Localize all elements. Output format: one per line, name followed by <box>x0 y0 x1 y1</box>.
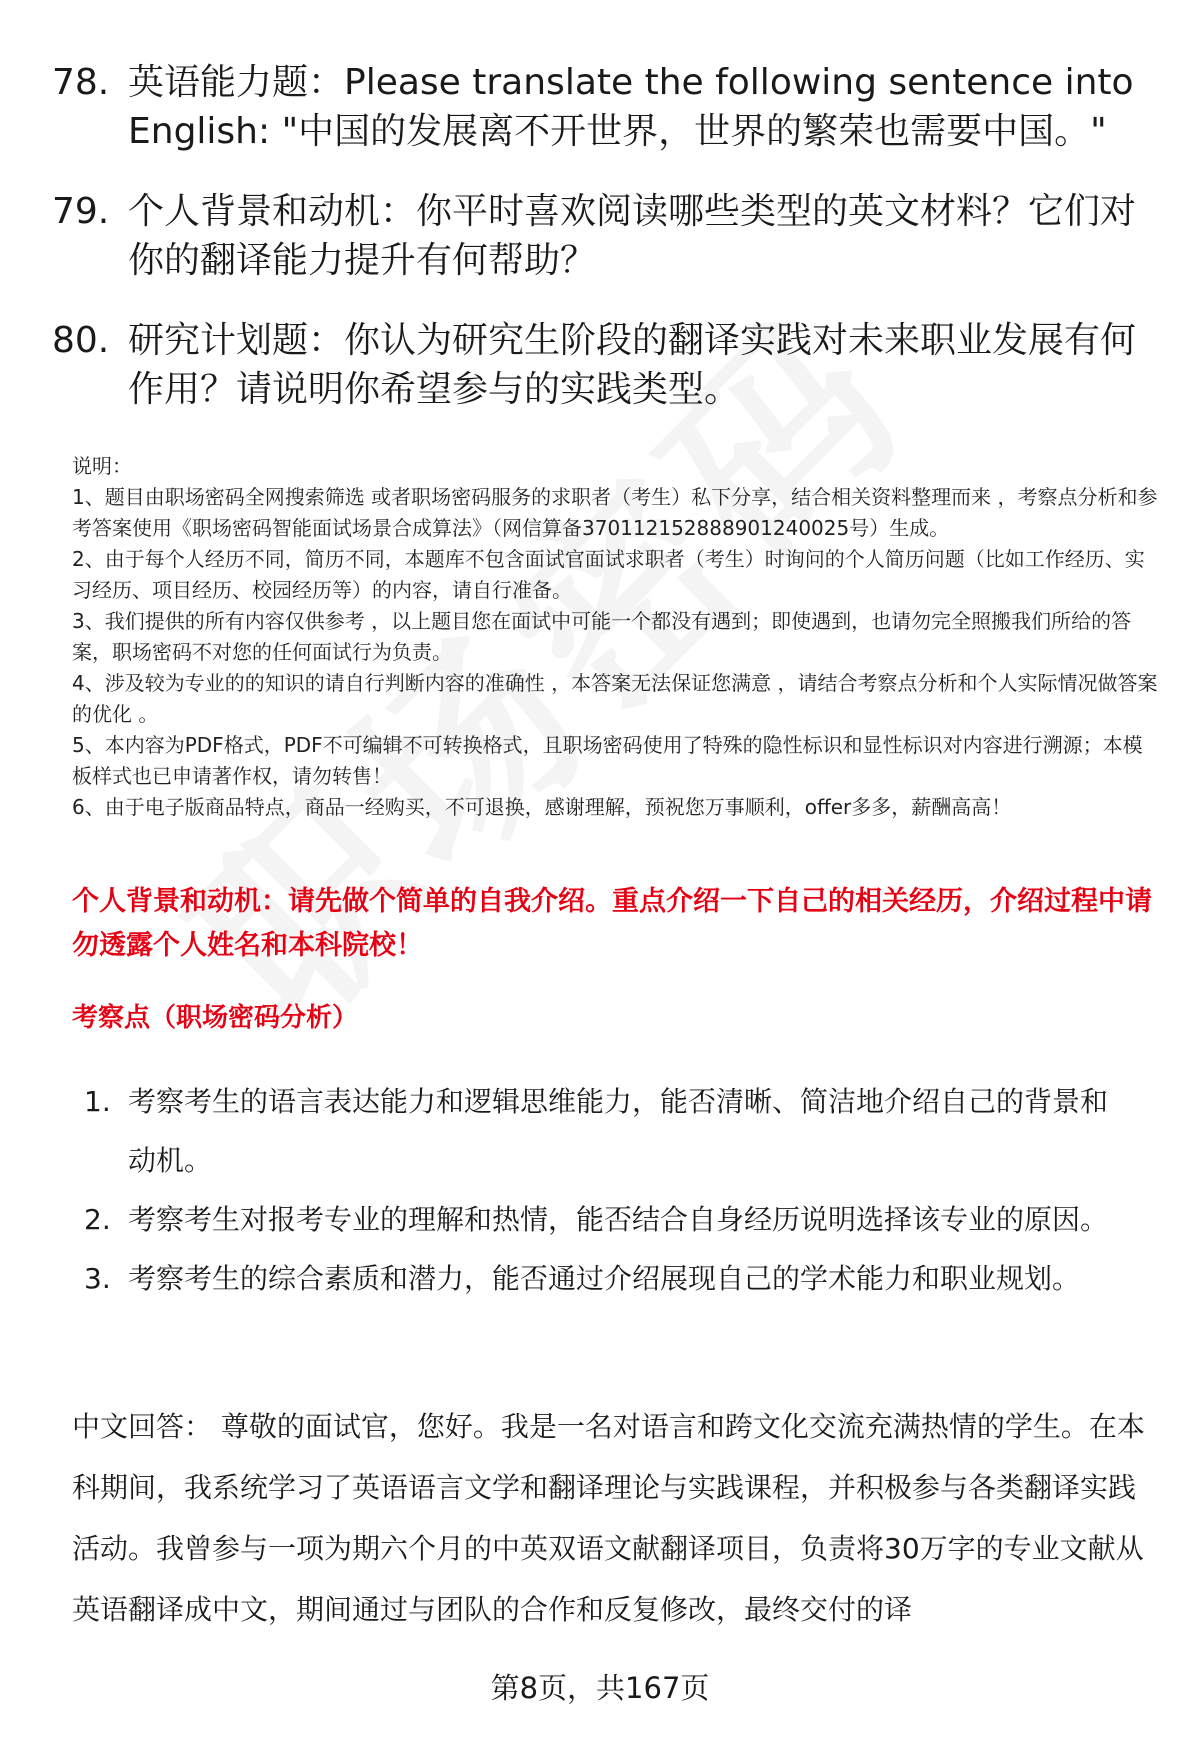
question-item <box>52 187 1152 285</box>
notes-heading: 说明： <box>72 454 132 478</box>
question-number: 78. <box>52 62 110 103</box>
question-text: 英语能力题：Please translate the following sentence into English: "中国的发展离不开世界，世界的繁荣也需要中国。" <box>128 62 1134 152</box>
question-number: 79. <box>52 191 110 232</box>
analysis-points <box>84 1072 1164 1308</box>
question-list <box>52 58 1152 445</box>
note-item: 2、由于每个人经历不同，简历不同，本题库不包含面试官面试求职者（考生）时询问的个人简历问题（比如工作经历、实习经历、项目经历、校园经历等）的内容，请自行准备。 <box>72 547 1145 602</box>
answer-paragraph: 中文回答： 尊敬的面试官，您好。我是一名对语言和跨文化交流充满热情的学生。在本科期间，我系统学习了英语语言文学和翻译理论与实践课程，并积极参与各类翻译实践活动。我曾参与一项为期六个月的中英双语文献翻译项目，负责将30万字的专业文献从英语翻译成中文，期间通过与团队的合作和反复修改，最终交付的译 <box>72 1410 1145 1626</box>
point-number: 1. <box>84 1085 111 1118</box>
question-item <box>52 316 1152 414</box>
note-item: 6、由于电子版商品特点，商品一经购买，不可退换，感谢理解，预祝您万事顺利，offer多多，薪酬高高！ <box>72 795 1012 819</box>
note-item: 4、涉及较为专业的的知识的请自行判断内容的准确性 ，本答案无法保证您满意 ，请结合考察点分析和个人实际情况做答案的优化 。 <box>72 671 1158 726</box>
analysis-point <box>84 1249 1164 1308</box>
question-text: 个人背景和动机：你平时喜欢阅读哪些类型的英文材料？它们对你的翻译能力提升有何帮助？ <box>128 191 1137 281</box>
analysis-point <box>84 1190 1164 1249</box>
page-number: 第8页，共167页 <box>490 1671 710 1705</box>
note-item: 1、题目由职场密码全网搜索筛选 或者职场密码服务的求职者（考生）私下分享，结合相关资料整理而来 ，考察点分析和参考答案使用《职场密码智能面试场景合成算法》（网信算备370112152888901240025号）生成。 <box>72 485 1158 540</box>
note-item: 5、本内容为PDF格式，PDF不可编辑不可转换格式，且职场密码使用了特殊的隐性标识和显性标识对内容进行溯源；本模板样式也已申请著作权，请勿转售！ <box>72 733 1143 788</box>
point-number: 3. <box>84 1262 111 1295</box>
question-text: 研究计划题：你认为研究生阶段的翻译实践对未来职业发展有何作用？请说明你希望参与的实践类型。 <box>128 320 1137 410</box>
current-question-title: 个人背景和动机：请先做个简单的自我介绍。重点介绍一下自己的相关经历，介绍过程中请勿透露个人姓名和本科院校！ <box>72 886 1152 961</box>
point-text: 考察考生的语言表达能力和逻辑思维能力，能否清晰、简洁地介绍自己的背景和动机。 <box>128 1085 1109 1177</box>
question-number: 80. <box>52 320 110 361</box>
analysis-heading: 考察点（职场密码分析） <box>72 1003 359 1033</box>
analysis-point <box>84 1072 1164 1190</box>
point-text: 考察考生的综合素质和潜力，能否通过介绍展现自己的学术能力和职业规划。 <box>128 1262 1081 1295</box>
point-text: 考察考生对报考专业的理解和热情，能否结合自身经历说明选择该专业的原因。 <box>128 1203 1109 1236</box>
question-item <box>52 58 1152 156</box>
note-item: 3、我们提供的所有内容仅供参考 ，以上题目您在面试中可能一个都没有遇到；即使遇到，也请勿完全照搬我们所给的答案，职场密码不对您的任何面试行为负责。 <box>72 609 1132 664</box>
point-number: 2. <box>84 1203 111 1236</box>
notes-section <box>72 451 1162 823</box>
